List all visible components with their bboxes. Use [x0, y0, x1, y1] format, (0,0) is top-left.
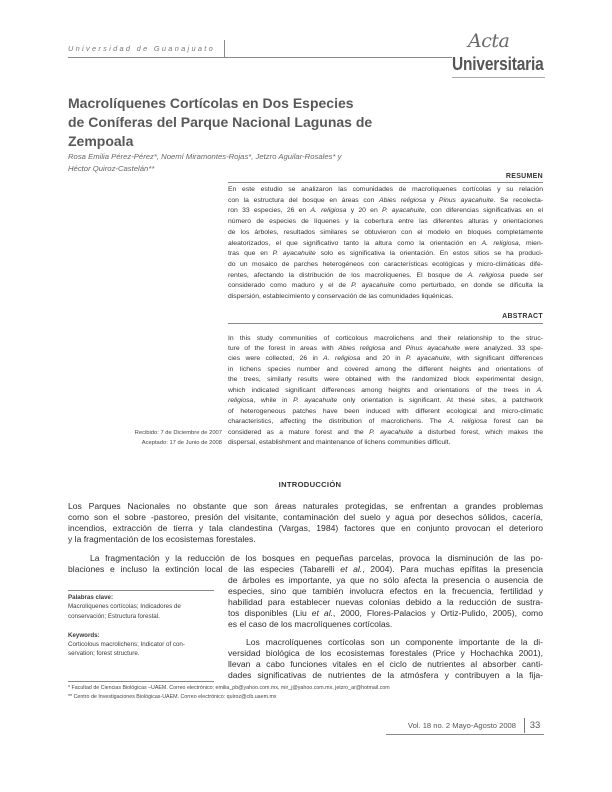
line-text [68, 152, 341, 161]
text-run: ture of the forest in areas with [228, 344, 339, 352]
intro-line [68, 512, 543, 523]
line-text [228, 418, 543, 425]
line-text [68, 603, 181, 610]
italic-run: A. religiosa [310, 207, 347, 215]
text-run: , with significant differences [449, 355, 544, 363]
abstract-line [228, 354, 543, 364]
intro-paragraph-1 [68, 501, 543, 545]
line-text [228, 197, 543, 204]
line-text [228, 272, 543, 279]
line-text [228, 608, 543, 618]
text-run: do un mosaico de parches heterogéneos con características ecológicas y micro-climáticas dife- [228, 260, 543, 268]
text-run: considered as a mature forest and the [228, 428, 370, 436]
line-text [228, 659, 543, 669]
line-text [68, 114, 372, 130]
text-run: were analyzed. 33 spe- [460, 344, 543, 352]
line-text [68, 501, 543, 511]
footer-rule [386, 734, 544, 735]
resumen-line [228, 292, 543, 303]
introduccion-heading: INTRODUCCIÓN [278, 479, 342, 489]
abstract-line [228, 407, 543, 417]
intro-line [228, 619, 543, 630]
received-date: Recibido: 7 de Diciembre de 2007 [134, 430, 222, 436]
text-run: tras que en [228, 250, 273, 258]
line-text [228, 293, 454, 300]
line-text [228, 429, 543, 436]
text-run: and [385, 344, 406, 352]
abstract-text [228, 334, 543, 449]
header-rule [68, 57, 452, 58]
text-run: como perturbado, en donde se dificulta la [394, 282, 544, 290]
resumen-line [228, 228, 543, 239]
resumen-line [228, 239, 543, 250]
text-run: blaciones e incluso la extinción local de las especies (Tabarelli [68, 563, 341, 574]
text-run: habilidad para establecer nuevas colonias debido a la reducción de sustra- [228, 596, 543, 607]
keyword-line [68, 640, 218, 649]
accepted-date: Aceptado: 17 de Junio de 2008 [141, 440, 222, 447]
text-run: Macrolíquenes cortícolas; Indicadores de [68, 603, 181, 611]
line-text [228, 619, 392, 629]
footnote-line [68, 693, 543, 702]
text-run: , mien- [518, 239, 543, 247]
line-text [228, 218, 543, 225]
abstract-line [228, 386, 543, 396]
resumen-rule [228, 182, 543, 183]
text-run: Macrolíquenes Cortícolas en Dos Especies [68, 95, 354, 111]
resumen-heading: RESUMEN [505, 173, 543, 180]
keywords-english [68, 631, 218, 659]
line-text [228, 186, 543, 193]
resumen-line [228, 206, 543, 217]
line-text [228, 207, 543, 214]
abstract-heading: ABSTRACT [502, 313, 543, 320]
text-run: , while in [253, 397, 294, 405]
text-run: In this study communities of corticolous macrolichens and their relationship to the struc- [228, 334, 543, 342]
text-run: con la estructura del bosque en áreas con [228, 196, 380, 204]
text-run: número de especies de líquenes y la cobertura entre las diferentes alturas y orientaciones [228, 218, 543, 226]
line-text [228, 439, 450, 446]
resumen-line [228, 249, 543, 260]
italic-run: P. ayacahuite [405, 355, 450, 363]
text-run: de árboles es importante, ya que no sólo afecta la presencia o ausencia de [228, 574, 543, 585]
text-run: only orientation is significant. At these sites, a patchwork [337, 397, 543, 405]
text-run: Corticolous macrolichens; Indicator of con- [68, 640, 185, 648]
text-run: especies, sino que también involucra efectos en la frecuencia, fertilidad y [228, 585, 543, 596]
resumen-line [228, 217, 543, 228]
keywords-spanish-label: Palabras clave: [68, 594, 114, 601]
italic-run: religiosa [228, 397, 254, 405]
line-text [228, 397, 543, 404]
text-run: Rosa Emilia Pérez-Pérez*, Noemí Miramontes-Rojas*, Jetzro Aguilar-Rosales* y [68, 152, 342, 161]
title-line [68, 132, 548, 151]
text-run: incendios, extracción de tierra y tala clandestina (Vargas, 1984) factores que en conjunto provocan el deterioro [68, 522, 543, 533]
italic-run: et al. [311, 607, 333, 618]
article-title [68, 94, 548, 151]
intro-line [228, 575, 543, 586]
text-run: es el caso de los macrolíquenes cortícolas. [228, 618, 393, 629]
text-run: En este estudio se analizaron las comunidades de macrolíquenes cortícolas y su relación [228, 186, 543, 193]
line-text [68, 564, 543, 574]
resumen-line [228, 281, 543, 292]
text-run: * Facultad de Ciencias Biológicas –UAEM. Correo electrónico: emilia_pb@yahoo.com.mx, mir_j@yahoo.com.mx, jetzro_ar@hotmail.com [68, 685, 390, 691]
text-run: llevan a cabo funciones vitales en el ciclo de nutrientes al absorber canti- [228, 658, 543, 669]
line-text [90, 553, 543, 563]
line-text [228, 261, 543, 268]
keywords-english-label: Keywords: [68, 631, 100, 639]
resumen-line [228, 185, 543, 196]
italic-run: A. religiosa [481, 239, 519, 247]
text-run: conservación; Estructura forestal. [68, 612, 160, 620]
institution-name: Universidad de Guanajuato [68, 44, 216, 53]
intro-line [68, 523, 543, 534]
title-line [68, 94, 548, 113]
text-run: a disturbed forest, which makes the [412, 428, 544, 436]
line-text [228, 366, 543, 373]
italic-run: Pinus ayacahuite [405, 344, 461, 352]
abstract-line [228, 344, 543, 354]
text-run: cies were collected, 26 in [228, 355, 324, 363]
keywords-english-list [68, 640, 218, 659]
intro-line [228, 597, 543, 608]
text-run: Héctor Quiroz-Castelán** [68, 164, 155, 173]
italic-run: Pinus ayacahuite [438, 196, 494, 204]
text-run: and 20 in [360, 355, 406, 363]
text-run: Zempoala [68, 133, 134, 149]
text-run: dispersal, establishment and maintenance of lichens communities difficult. [228, 439, 451, 447]
intro-line [228, 608, 543, 619]
text-run: characteristics, affecting the distribution of macrolichens. The [228, 418, 449, 426]
italic-run: P. ayacahuite [369, 428, 413, 436]
line-text [68, 650, 140, 657]
intro-paragraph-2-wide [68, 553, 543, 575]
author-line [68, 163, 548, 175]
italic-run: A. religiosa [448, 418, 487, 426]
text-run: the trees, similarly results were obtained with the randomized block experimental design, [228, 376, 543, 384]
keyword-line [68, 602, 218, 611]
line-text [228, 229, 543, 236]
keywords-rule [68, 590, 214, 591]
abstract-line [228, 438, 543, 448]
italic-run: et al. [340, 563, 363, 574]
issue-info: Vol. 18 no. 2 Mayo-Agosto 2008 [407, 721, 516, 730]
italic-run: P. ayacahuite [272, 250, 316, 258]
keyword-line [68, 612, 218, 621]
line-text [68, 95, 354, 111]
line-text [228, 335, 543, 342]
author-list [68, 151, 548, 175]
line-text [228, 355, 543, 362]
line-text [228, 586, 543, 596]
line-text [246, 637, 543, 647]
footnote-line [68, 684, 543, 693]
text-run: , 2000, Flores-Palacios y Ortiz-Pulido, 2005), como [333, 607, 543, 618]
intro-line [68, 501, 543, 512]
line-text [68, 685, 390, 691]
resumen-text [228, 185, 543, 303]
line-text [68, 694, 277, 700]
text-run: puede ser [504, 271, 543, 279]
line-text [228, 345, 543, 352]
text-run: aleatorizados, el que significativo tanto la altura como la orientación en [228, 239, 482, 247]
italic-run: A. [536, 386, 543, 394]
line-text [68, 512, 543, 522]
resumen-line [228, 271, 543, 282]
text-run: solo es significativa la orientación. En estos sitios se ha produci- [315, 250, 543, 258]
line-text [68, 133, 133, 149]
text-run: dades significativas de nutrientes de la atmósfera y contribuyen a la fija- [228, 669, 543, 680]
text-run: of heterogeneous patches have been induced with different ecological and micro-climatic [228, 407, 543, 415]
title-line [68, 113, 548, 132]
intro-line [228, 586, 543, 597]
italic-run: P. ayacahuite [381, 207, 425, 215]
intro-line [228, 659, 543, 670]
keyword-line [68, 649, 218, 658]
text-run: de Coníferas del Parque Nacional Lagunas de [68, 114, 373, 130]
line-text [228, 387, 543, 394]
abstract-line [228, 396, 543, 406]
italic-run: Abies religiosa [338, 344, 386, 352]
intro-line [68, 534, 543, 545]
header-divider [224, 40, 225, 57]
resumen-line [228, 260, 543, 271]
text-run: considerado como maduro y el de [228, 282, 352, 290]
line-text [228, 250, 543, 257]
text-run: de los árboles, resultados similares se obtuvieron con el modelo en bloques completamente [228, 228, 543, 236]
italic-run: A. religiosa [323, 355, 361, 363]
text-run: rentes, afectando la distribución de los macrolíquenes. El bosque de [228, 271, 468, 279]
line-text [228, 282, 543, 289]
intro-paragraph-3-column [228, 637, 543, 681]
resumen-line [228, 196, 543, 207]
text-run: tos disponibles (Liu [228, 607, 312, 618]
text-run: y [426, 196, 439, 204]
line-text [228, 648, 543, 658]
line-text [228, 408, 543, 415]
line-text [228, 597, 543, 607]
text-run: , 2004). Para muchas epífitas la presencia [362, 563, 543, 574]
logo-underline [452, 77, 545, 78]
italic-run: P. ayacahuite [293, 397, 338, 405]
text-run: in lichens species number and covered among the different heights and orientations of [228, 365, 543, 373]
author-line [68, 151, 548, 163]
italic-run: A. religiosa [467, 271, 505, 279]
text-run: y 20 en [346, 207, 382, 215]
keywords-spanish-list [68, 602, 218, 621]
text-run: y la fragmentación de los ecosistemas forestales. [68, 533, 256, 544]
intro-paragraph-2-column [228, 575, 543, 630]
intro-line [228, 648, 543, 659]
abstract-line [228, 365, 543, 375]
text-run: ron 33 especies, 26 en [228, 207, 311, 215]
text-run: Los Parques Nacionales no obstante que son áreas naturales protegidas, se enfrentan a grandes problemas [68, 500, 543, 511]
text-run: versidad biológica de los ecosistemas forestales (Price y Hochachka 2001), [228, 647, 543, 658]
abstract-line [228, 417, 543, 427]
intro-line [68, 564, 543, 575]
text-run: , con diferencias significativas en el [424, 207, 543, 215]
text-run: Los macrolíquenes cortícolas son un componente importante de la di- [246, 636, 543, 647]
line-text [68, 641, 185, 648]
keywords-spanish [68, 593, 218, 621]
line-text [228, 240, 543, 247]
text-run: which indicated significant differences among heights and orientations of the trees in [228, 386, 537, 394]
text-run: servation; forest structure. [68, 650, 140, 658]
text-run: ** Centro de Investigaciones Biológicas-UAEM. Correo electrónico: quiroz@cib.uaem.mx [68, 694, 277, 701]
abstract-line [228, 334, 543, 344]
abstract-line [228, 375, 543, 385]
journal-logo-wordmark: Universitaria [452, 54, 544, 74]
text-run: . Se recolecta- [493, 196, 543, 204]
intro-line [68, 553, 543, 564]
page-number: 33 [524, 718, 545, 733]
footnotes [68, 684, 543, 703]
line-text [228, 575, 543, 585]
line-text [228, 376, 543, 383]
line-text [68, 534, 256, 544]
footnote-rule [68, 681, 214, 682]
line-text [68, 613, 160, 620]
article-dates [135, 428, 222, 449]
italic-run: Abies religiosa [379, 196, 427, 204]
text-run: forest can be [486, 418, 544, 426]
text-run: como son el sobre -pastoreo, presión del visitante, contaminación del suelo y agua por desechos sólidos, cacería, [68, 511, 543, 522]
text-run: dispersión, establecimiento y conservación de las comunidades liquénicas. [228, 293, 454, 301]
text-run: La fragmentación y la reducción de los bosques en pequeñas parcelas, provoca la disminución de las po- [90, 552, 543, 563]
intro-line [228, 670, 543, 681]
line-text [228, 670, 543, 680]
abstract-line [228, 428, 543, 438]
intro-line [228, 637, 543, 648]
italic-run: P. ayacahuite [351, 282, 395, 290]
journal-logo-script: Acta [468, 30, 510, 52]
line-text [68, 523, 543, 533]
line-text [68, 164, 154, 173]
abstract-rule [228, 323, 543, 324]
